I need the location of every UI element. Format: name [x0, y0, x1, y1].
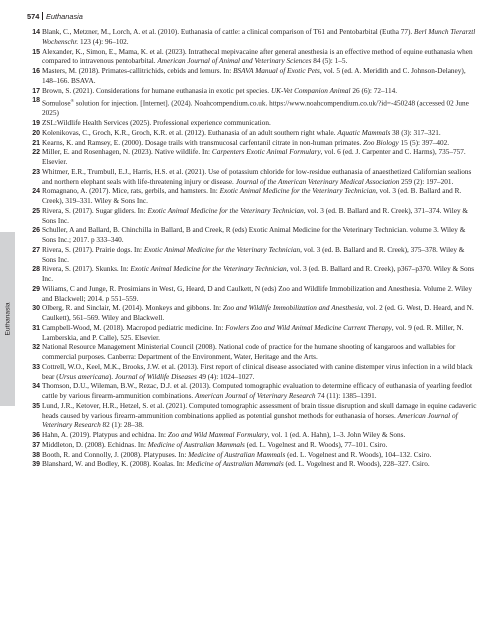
reference-item — [27, 187, 479, 207]
text-segment: Masters, M. (2018). Primates-callitrichids, cebids and lemurs. In: — [42, 67, 234, 75]
text-segment: Kearns, K. and Ramsey, E. (2000). Dosage trails with transmucosal carfentanil citrate in non-human primates. — [42, 138, 364, 147]
page-header — [27, 12, 83, 21]
reference-number: 22 — [32, 149, 40, 157]
reference-number: 33 — [32, 363, 40, 371]
italic-segment: Exotic Animal Medicine for the Veterinary Technician — [219, 187, 376, 196]
reference-item — [27, 324, 479, 344]
text-segment: Thomson, D.U., Wileman, B.W., Rezac, D.J. et al. (2013). Computed tomographic evaluation to determine efficacy of euthanasia of yearling feedlot cattle by various firearm-ammunition combinations. — [42, 382, 473, 401]
text-segment: 38 (3): 317–321. — [390, 128, 441, 137]
reference-item — [27, 28, 479, 48]
reference-number: 17 — [32, 87, 40, 95]
text-segment: 259 (2): 197–201. — [399, 177, 454, 186]
reference-item — [27, 363, 479, 383]
reference-number: 30 — [32, 305, 40, 313]
reference-item — [27, 129, 479, 139]
text-segment: ). — [108, 372, 115, 381]
italic-segment: Carpenters Exotic Animal Formulary — [211, 148, 321, 157]
italic-segment: Berl Munch Tierarztl Wochenschr. — [42, 28, 476, 46]
chapter-side-tab — [0, 232, 15, 406]
text-segment: 84 (5): 1–5. — [311, 57, 348, 66]
reference-text — [42, 246, 479, 266]
text-segment: Cottrell, W.O., Keel, M.K., Brooks, J.W. et al. (2013). First report of clinical disease associated with canine distemper virus infection in a wild black bear ( — [42, 362, 473, 381]
side-tab-label: Euthanasia — [4, 302, 11, 336]
reference-text — [42, 96, 479, 119]
reference-text — [42, 226, 479, 246]
italic-segment: UK-Vet Companion Animal — [270, 86, 351, 95]
text-segment: 15 (5): 397–402. — [398, 138, 450, 147]
text-segment: ® — [70, 98, 75, 104]
italic-segment: Exotic Animal Medicine for the Veterinary Technician — [143, 245, 301, 254]
reference-number: 15 — [32, 48, 40, 56]
reference-item — [27, 48, 479, 68]
reference-number: 24 — [32, 188, 40, 196]
text-segment: 49 (4): 1024–1027. — [196, 372, 255, 381]
reference-number: 20 — [32, 129, 40, 137]
reference-number: 21 — [32, 139, 40, 147]
reference-number: 26 — [32, 227, 40, 235]
text-segment: , vol. 3 (ed. B. Ballard and R. Creek), 375–378. Wiley & Sons Inc. — [42, 245, 465, 264]
text-segment: Miller, E. and Rosenhagen, N. (2023). Native wildlife. In: — [42, 148, 212, 157]
running-title: Euthanasia — [45, 12, 83, 21]
reference-item — [27, 148, 479, 168]
reference-text — [42, 285, 479, 305]
italic-segment: Zoo and Wildlife Immobilization and Anesthesia — [222, 304, 363, 313]
italic-segment: American Journal of Animal and Veterinary Sciences — [157, 57, 312, 66]
italic-segment: BSAVA Manual of Exotic Pets — [233, 67, 320, 75]
text-segment: Campbell-Wood, M. (2018). Macropod pediatric medicine. In: — [42, 323, 226, 332]
reference-item — [27, 451, 479, 461]
text-segment: , vol. 3 (ed. B. Ballard and R. Creek), p367–p370. Wiley & Sons Inc. — [42, 265, 475, 284]
text-segment: , vol. 9 (ed. R. Miller, N. Lamberskia, and P. Calle), 525. Elsevier. — [42, 323, 464, 342]
text-segment: ZSL:Wildlife Health Services (2025). Professional experience communication. — [42, 119, 271, 128]
text-segment: Schuller, A and Ballard, B. Chinchilla in Ballard, B and Creek, R (eds) Exotic Animal Medicine for the Veterinary Technician. volume 3. Wiley & Sons Inc.; 2017. p 333–340. — [42, 226, 466, 245]
text-segment: Lund, J.R., Ketover, H.R., Hetzel, S. et al. (2021). Computed tomographic assessment of brain tissue disruption and skull damage in equine cadaveric heads caused by various firearm-ammunition combinations applied as potential gunshot methods for euthanasia of horses. — [42, 401, 477, 420]
text-segment: Middleton, D. (2008). Echidnas. In: — [42, 440, 148, 449]
reference-text — [42, 48, 479, 68]
italic-segment: American Journal of Veterinary Research — [195, 392, 316, 401]
reference-item — [27, 207, 479, 227]
text-segment: Brown, S. (2021). Considerations for humane euthanasia in exotic pet species. — [42, 86, 271, 95]
reference-number: 37 — [32, 441, 40, 449]
reference-number: 36 — [32, 432, 40, 440]
reference-number: 16 — [32, 68, 40, 75]
reference-item — [27, 96, 479, 119]
reference-text — [42, 139, 479, 149]
text-segment: Blanshard, W. and Bodley, K. (2008). Koalas. In: — [42, 460, 187, 469]
reference-text — [42, 324, 479, 344]
reference-text — [42, 168, 479, 188]
reference-list — [27, 28, 479, 470]
reference-item — [27, 265, 479, 285]
text-segment: , vol. 3 (ed. B. Ballard and R. Creek), 319–331. Wiley & Sons Inc. — [42, 187, 462, 206]
text-segment: National Resource Management Ministerial Council (2008). National code of practice for the humane shooting of kangaroos and wallabies for commercial purposes. Canberra: Department of the Environment, Water, Heritage and the Arts. — [42, 343, 456, 362]
reference-number: 18 — [32, 97, 40, 105]
reference-number: 25 — [32, 207, 40, 215]
reference-number: 35 — [32, 402, 40, 410]
italic-segment: Zoo and Wild Mammal Formulary — [167, 431, 268, 440]
italic-segment: Fowlers Zoo and Wild Animal Medicine Current Therapy — [225, 323, 392, 332]
reference-number: 34 — [32, 383, 40, 391]
italic-segment: American Journal of Veterinary Research — [42, 411, 458, 430]
reference-item — [27, 382, 479, 402]
reference-number: 19 — [32, 120, 40, 128]
reference-text — [42, 431, 479, 441]
text-segment: Rivera, S. (2017). Prairie dogs. In: — [42, 245, 144, 254]
text-segment: 74 (11): 1385–1391. — [315, 392, 377, 401]
italic-segment: Medicine of Australian Mammals — [186, 460, 284, 469]
reference-item — [27, 87, 479, 97]
italic-segment: Aquatic Mammals — [337, 128, 391, 137]
reference-item — [27, 431, 479, 441]
italic-segment: Journal of the American Veterinary Medical Association — [235, 177, 400, 186]
italic-segment: Exotic Animal Medicine for the Veterinary Technician — [147, 206, 304, 215]
reference-item — [27, 460, 479, 470]
text-segment: 26 (6): 72–114. — [350, 86, 398, 95]
reference-text — [42, 119, 479, 129]
text-segment: Whitmer, E.R., Trumbull, E.J., Harris, H.S. et al. (2021). Use of potassium chloride for low-residue euthanasia of anaesthetized Californian sealions and northern elephant seals with life-threatening injury or disease. — [42, 167, 472, 186]
reference-text — [42, 87, 479, 97]
text-segment: , vol. 6 (ed. J. Carpenter and C. Harms), 735–757. Elsevier. — [42, 148, 466, 167]
reference-item — [27, 119, 479, 129]
text-segment: Wiliams, C and Junge, R. Prosimians in West, G, Heard, D and Caulkett, N (eds) Zoo and Wildlife Immobilization and Anesthesia. Volume 2. Wiley and Blackwell; 2014. p 551–559. — [42, 284, 472, 303]
header-divider — [42, 12, 43, 20]
reference-number: 23 — [32, 168, 40, 176]
text-segment: Somulose — [42, 99, 71, 108]
text-segment: Rivera, S. (2017). Sugar gliders. In: — [42, 206, 148, 215]
text-segment: , vol. 1 (ed. A. Hahn), 1–3. John Wiley & Sons. — [267, 431, 406, 440]
reference-text — [42, 265, 479, 285]
text-segment: Hahn, A. (2019). Platypus and echidna. In: — [42, 431, 168, 440]
italic-segment: Journal of Wildlife Diseases — [114, 372, 197, 381]
reference-item — [27, 67, 479, 87]
text-segment: 82 (1): 28–38. — [100, 421, 144, 430]
text-segment: (ed. L. Vogelnest and R. Woods), 104–132. Csiro. — [285, 450, 432, 459]
reference-item — [27, 139, 479, 149]
italic-segment: Medicine of Australian Mammals — [147, 440, 245, 449]
reference-number: 27 — [32, 246, 40, 254]
text-segment: Booth, R. and Connolly, J. (2008). Platypuses. In: — [42, 450, 189, 459]
italic-segment: Zoo Biology — [363, 138, 399, 147]
reference-text — [42, 441, 479, 451]
text-segment: Blank, C., Metzner, M., Lorch, A. et al. (2010). Euthanasia of cattle: a clinical comparison of T61 and Pentobarbital (Eutha 77). — [42, 28, 415, 36]
reference-text — [42, 304, 479, 324]
reference-text — [42, 207, 479, 227]
reference-number: 29 — [32, 285, 40, 293]
text-segment: (ed. L. Vogelnest and R. Woods), 228–327. Csiro. — [283, 460, 430, 469]
text-segment: solution for injection. [Internet]. (2024). Noahcompendium.co.uk. https://www.noahcompendium.co.uk/?id=-450248 (accessed 02 June 2025) — [42, 99, 469, 118]
text-segment: Olberg, R. and Sinclair, M. (2014). Monkeys and gibbons. In: — [42, 304, 223, 313]
reference-item — [27, 246, 479, 266]
reference-text — [42, 402, 479, 431]
reference-number: 38 — [32, 451, 40, 459]
reference-number: 28 — [32, 266, 40, 274]
italic-segment: Exotic Animal Medicine for the Veterinary Technician — [130, 265, 287, 274]
reference-text — [42, 382, 479, 402]
text-segment: Romagnano, A. (2017). Mice, rats, gerbils, and hamsters. In: — [42, 187, 220, 196]
reference-item — [27, 226, 479, 246]
reference-item — [27, 402, 479, 431]
reference-text — [42, 343, 479, 363]
text-segment: , vol. 3 (ed. B. Ballard and R. Creek), 371–374. Wiley & Sons Inc. — [42, 206, 469, 225]
reference-text — [42, 451, 479, 461]
text-segment: , vol. 5 (ed. A. Meridith and C. Johnson-Delaney), 148–166. BSAVA. — [42, 67, 466, 85]
reference-text — [42, 28, 479, 48]
reference-item — [27, 285, 479, 305]
reference-number: 31 — [32, 324, 40, 332]
reference-number: 32 — [32, 344, 40, 352]
reference-number: 39 — [32, 461, 40, 469]
page-number: 574 — [27, 12, 40, 21]
text-segment: Alexander, K., Simon, E., Mama, K. et al. (2023). Intrathecal mepivacaine after general anesthesia is an effective method of equine euthanasia when compared to intravenous pentobarbital. — [42, 47, 473, 66]
reference-text — [42, 67, 479, 87]
reference-text — [42, 148, 479, 168]
reference-item — [27, 168, 479, 188]
reference-text — [42, 187, 479, 207]
text-segment: , vol. 2 (ed. G. West, D. Heard, and N. Caulkett), 561–569. Wiley and Blackwell. — [42, 304, 474, 323]
reference-text — [42, 460, 479, 470]
reference-number: 14 — [32, 29, 40, 36]
italic-segment: Medicine of Australian Mammals — [188, 450, 286, 459]
reference-item — [27, 304, 479, 324]
reference-text — [42, 129, 479, 139]
text-segment: Rivera, S. (2017). Skunks. In: — [42, 265, 131, 274]
text-segment: (ed. L. Vogelnest and R. Woods), 77–101. Csiro. — [244, 440, 388, 449]
text-segment: 123 (4): 96–102. — [78, 37, 129, 46]
italic-segment: Ursus americana — [58, 372, 109, 381]
text-segment: Kolenikovas, C., Groch, K.R., Groch, K.R. et al. (2012). Euthanasia of an adult southern right whale. — [42, 128, 338, 137]
reference-text — [42, 363, 479, 383]
reference-item — [27, 441, 479, 451]
reference-item — [27, 343, 479, 363]
